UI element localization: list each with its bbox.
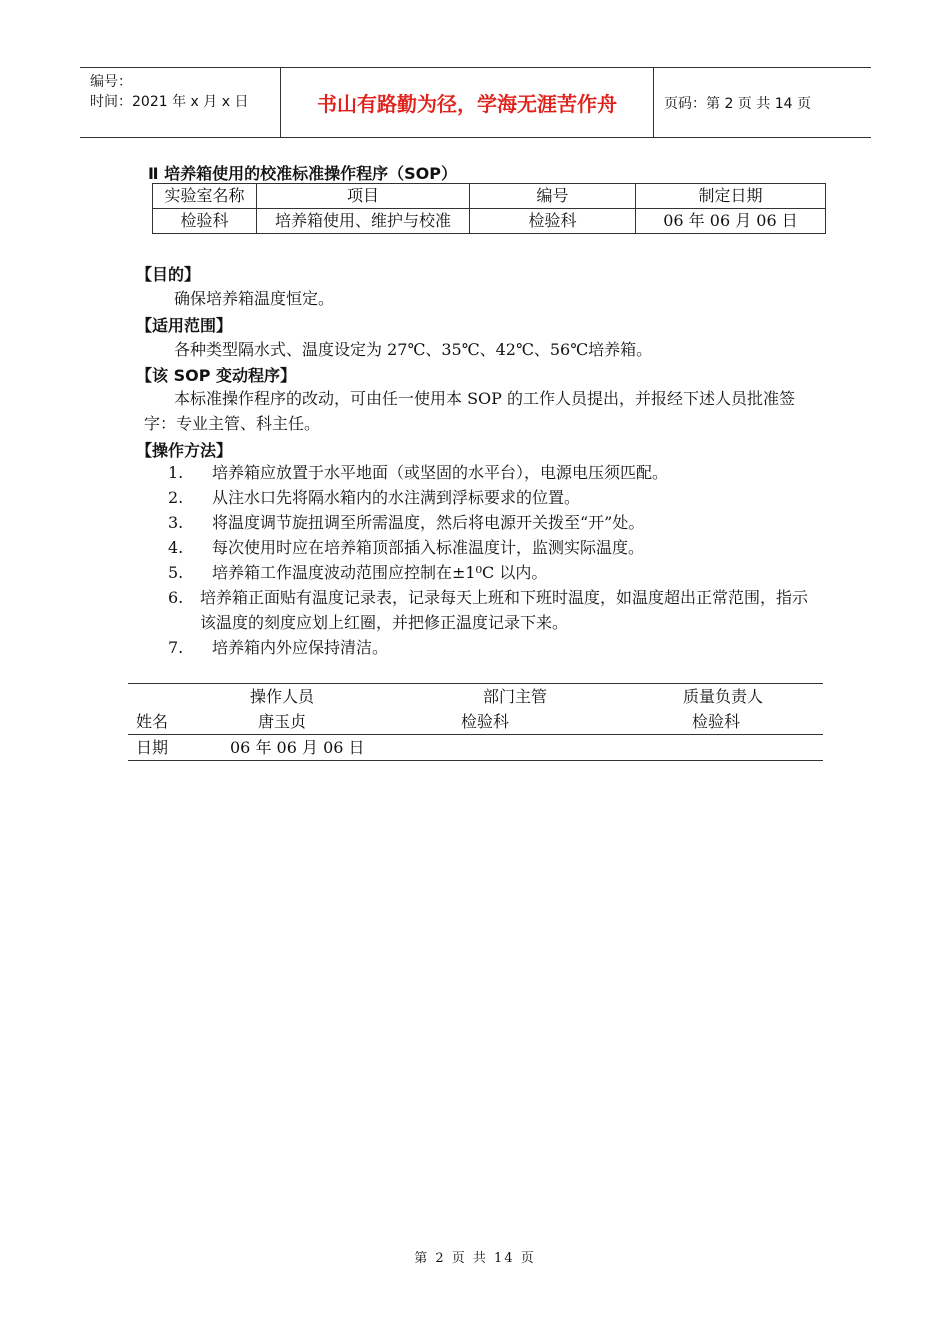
sign-header-dept-head: 部门主管 xyxy=(483,687,548,706)
sign-name-dept-head: 检验科 xyxy=(461,712,510,731)
document-title: Ⅱ 培养箱使用的校准标准操作程序（SOP） xyxy=(148,164,457,183)
info-cell-lab: 检验科 xyxy=(153,209,257,234)
section-change-title: 【该 SOP 变动程序】 xyxy=(136,366,296,385)
info-table-row xyxy=(153,209,826,234)
header-motto: 书山有路勤为径，学海无涯苦作舟 xyxy=(281,68,654,137)
header-page-info: 页码：第 2 页 共 14 页 xyxy=(664,95,811,112)
list-item xyxy=(168,510,813,535)
sign-header-quality: 质量负责人 xyxy=(683,687,764,706)
section-purpose-text: 确保培养箱温度恒定。 xyxy=(174,289,335,308)
section-method-title: 【操作方法】 xyxy=(136,441,233,460)
step-text: 培养箱工作温度波动范围应控制在±1⁰C 以内。 xyxy=(212,563,548,582)
info-table xyxy=(152,183,826,234)
section-change-text: 本标准操作程序的改动，可由任一使用本 SOP 的工作人员提出，并报经下述人员批准签字：专业主管、科主任。 xyxy=(144,389,796,433)
signature-date-row xyxy=(128,735,823,761)
info-cell-date: 06 年 06 月 06 日 xyxy=(636,209,826,234)
section-scope-title: 【适用范围】 xyxy=(136,316,233,335)
step-number: 3. xyxy=(168,513,184,532)
step-text: 从注水口先将隔水箱内的水注满到浮标要求的位置。 xyxy=(212,488,581,507)
step-number: 4. xyxy=(168,538,184,557)
step-text: 每次使用时应在培养箱顶部插入标准温度计，监测实际温度。 xyxy=(212,538,645,557)
step-number: 5. xyxy=(168,563,184,582)
sign-name-quality: 检验科 xyxy=(692,712,741,731)
signature-table xyxy=(128,683,823,761)
step-number: 7. xyxy=(168,638,184,657)
list-item xyxy=(168,560,813,585)
method-steps-list xyxy=(168,460,813,660)
time-label: 时间：2021 年 x 月 x 日 xyxy=(90,94,249,110)
sign-name-operator: 唐玉贞 xyxy=(258,712,307,731)
document-header xyxy=(80,67,871,138)
sign-date-label: 日期 xyxy=(136,738,169,757)
info-header-date: 制定日期 xyxy=(636,184,826,209)
info-cell-code: 检验科 xyxy=(470,209,636,234)
step-text: 培养箱应放置于水平地面（或坚固的水平台），电源电压须匹配。 xyxy=(212,463,669,482)
sign-date-operator: 06 年 06 月 06 日 xyxy=(230,738,365,757)
signature-header-row xyxy=(128,684,823,709)
section-scope-text: 各种类型隔水式、温度设定为 27℃、35℃、42℃、56℃培养箱。 xyxy=(174,340,653,359)
info-header-lab: 实验室名称 xyxy=(153,184,257,209)
info-header-item: 项目 xyxy=(257,184,470,209)
page-footer: 第 2 页 共 14 页 xyxy=(414,1251,536,1266)
signature-name-row xyxy=(128,709,823,735)
list-item xyxy=(168,460,813,485)
list-item xyxy=(168,535,813,560)
list-item xyxy=(168,485,813,510)
step-number: 1. xyxy=(168,463,184,482)
code-label: 编号： xyxy=(90,74,132,90)
info-cell-item: 培养箱使用、维护与校准 xyxy=(257,209,470,234)
step-text: 培养箱内外应保持清洁。 xyxy=(212,638,389,657)
step-text: 将温度调节旋扭调至所需温度，然后将电源开关拨至“开”处。 xyxy=(212,513,645,532)
step-number: 6. xyxy=(168,588,184,607)
section-purpose-title: 【目的】 xyxy=(136,265,201,284)
sign-name-label: 姓名 xyxy=(136,712,169,731)
info-table-header-row xyxy=(153,184,826,209)
list-item xyxy=(168,585,813,635)
step-text: 培养箱正面贴有温度记录表，记录每天上班和下班时温度，如温度超出正常范围，指示该温度的刻度应划上红圈，并把修正温度记录下来。 xyxy=(200,588,809,632)
header-meta xyxy=(80,68,281,137)
info-header-code: 编号 xyxy=(470,184,636,209)
step-number: 2. xyxy=(168,488,184,507)
list-item xyxy=(168,635,813,660)
sign-header-operator: 操作人员 xyxy=(250,687,315,706)
